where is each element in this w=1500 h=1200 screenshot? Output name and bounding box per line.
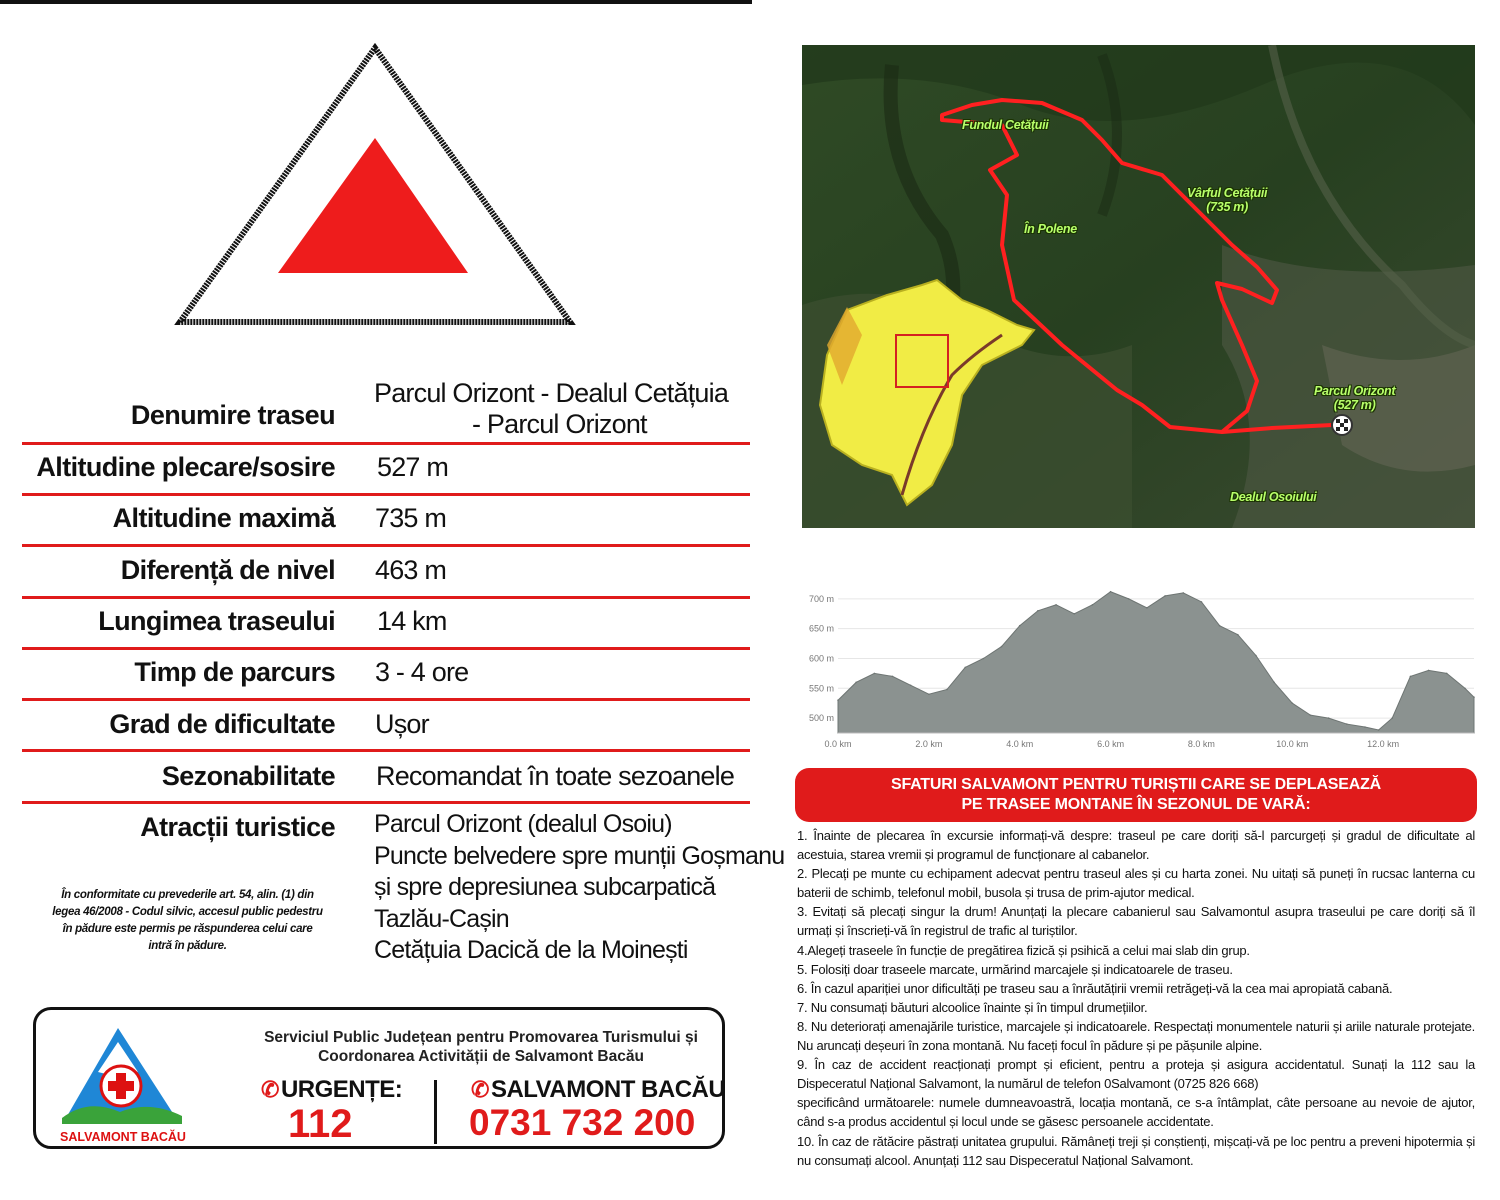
map-label-line: (735 m)	[1206, 200, 1248, 214]
contact-box	[33, 1007, 725, 1149]
y-tick-label: 600 m	[808, 653, 834, 664]
elevation-point	[1310, 714, 1312, 716]
elevation-point	[1055, 604, 1057, 606]
advice-item: 5. Folosiți doar traseele marcate, urmărind marcajele și indicatoarele de traseu.	[797, 961, 1233, 977]
map-label-dealul: Dealul Osoiului	[1230, 490, 1317, 504]
attraction-item: Puncte belvedere spre munții Goșmanu	[374, 842, 785, 870]
elevation-point	[964, 667, 966, 669]
elevation-point	[1146, 607, 1148, 609]
info-value: 3 - 4 ore	[375, 657, 469, 687]
elevation-point	[1346, 723, 1348, 725]
advice-item: specificând următoarele: numele dumneavoastră, locația montană, ce s-a întâmplat, câte persoane au nevoie de ajutor, când s-a produs accidentul și locul unde se găsesc persoanele accidentate.	[797, 1095, 1475, 1130]
advice-list	[797, 826, 1475, 1170]
elevation-point	[1110, 591, 1112, 593]
elevation-point	[983, 658, 985, 660]
row-divider	[22, 596, 750, 599]
satellite-map-image	[802, 45, 1475, 528]
elevation-point	[1201, 601, 1203, 603]
advice-item: 3. Evitați să plecați singur la drum! Anunțați la plecare cabanierul sau Salvamontul asupra traseului pe care doriți să îl urmați și înscrieți-vă în registrul de trafic al turiștilor.	[797, 904, 1475, 939]
row-divider	[22, 493, 750, 496]
map-label-line: Parcul Orizont	[1314, 384, 1396, 398]
info-value: Recomandat în toate sezoanele	[376, 761, 735, 791]
row-divider	[22, 647, 750, 650]
elevation-point	[1092, 604, 1094, 606]
elevation-area	[838, 592, 1474, 733]
elevation-point	[1237, 634, 1239, 636]
map-label-polene: În Polene	[1024, 222, 1077, 236]
row-divider	[22, 749, 750, 752]
advice-title-line: SFATURI SALVAMONT PENTRU TURIȘTII CARE SE DEPLASEAZĂ	[890, 776, 1382, 793]
x-tick-label: 2.0 km	[915, 739, 943, 749]
elevation-point	[928, 693, 930, 695]
trail-marker-red-triangle-icon	[170, 40, 580, 330]
info-value: - Parcul Orizont	[472, 409, 647, 439]
info-label: Diferență de nivel	[120, 555, 335, 585]
x-tick-label: 8.0 km	[1187, 739, 1215, 749]
organization-line: Coordonarea Activității de Salvamont Bacău	[318, 1048, 644, 1065]
elevation-point	[1378, 729, 1380, 731]
row-divider	[22, 801, 750, 804]
y-tick-label: 550 m	[808, 683, 834, 694]
map-label-line: (527 m)	[1333, 398, 1376, 412]
elevation-point	[1328, 717, 1330, 719]
elevation-point	[1019, 625, 1021, 627]
route-map[interactable]	[802, 45, 1475, 528]
info-value: 527 m	[377, 452, 449, 482]
salvamont-logo	[58, 1020, 188, 1144]
attraction-item: Tazlău-Cașin	[374, 905, 509, 933]
salvamont-title	[471, 1076, 725, 1104]
elevation-point	[1219, 625, 1221, 627]
advice-title-line: PE TRASEE MONTANE ÎN SEZONUL DE VARĂ:	[961, 796, 1311, 813]
info-label: Sezonabilitate	[161, 761, 335, 791]
organization-name	[251, 1028, 711, 1066]
elevation-point	[1182, 592, 1184, 594]
elevation-point	[855, 682, 857, 684]
y-tick-label: 650 m	[808, 623, 834, 634]
elevation-point	[1410, 676, 1412, 678]
info-value: Parcul Orizont - Dealul Cetățuia	[374, 378, 729, 408]
row-divider	[22, 698, 750, 701]
x-tick-label: 10.0 km	[1276, 739, 1309, 749]
attraction-item: și spre depresiunea subcarpatică	[374, 873, 716, 901]
y-tick-label: 500 m	[808, 713, 834, 724]
elevation-point	[1446, 673, 1448, 675]
elevation-point	[874, 673, 876, 675]
row-divider	[22, 544, 750, 547]
elevation-point	[1164, 595, 1166, 597]
elevation-point	[1037, 610, 1039, 612]
elevation-point	[1073, 613, 1075, 615]
elevation-point	[946, 689, 948, 691]
urgent-label: URGENȚE:	[280, 1076, 403, 1103]
elevation-profile-chart	[792, 575, 1482, 755]
info-label: Altitudine maximă	[112, 503, 335, 533]
elevation-point	[1001, 646, 1003, 648]
info-value: 463 m	[375, 555, 447, 585]
urgent-number[interactable]: 112	[288, 1102, 353, 1146]
info-label: Denumire traseu	[130, 400, 335, 430]
advice-item: 4.Alegeți traseele în funcție de pregătirea fizică și psihică a celui mai slab din grup.	[797, 942, 1250, 958]
row-divider	[22, 442, 750, 445]
elevation-point	[892, 676, 894, 678]
salvamont-number[interactable]: 0731 732 200	[469, 1102, 696, 1143]
top-border-line	[0, 0, 752, 4]
elevation-point	[1391, 717, 1393, 719]
x-tick-label: 0.0 km	[824, 739, 852, 749]
info-label: Timp de parcurs	[134, 657, 335, 687]
x-tick-label: 4.0 km	[1006, 739, 1034, 749]
map-label-line: Vârful Cetățuii	[1187, 186, 1268, 200]
y-tick-label: 700 m	[808, 593, 834, 604]
x-tick-label: 6.0 km	[1097, 739, 1125, 749]
elevation-point	[837, 699, 839, 701]
info-value: 735 m	[375, 503, 447, 533]
phone-icon: ✆	[471, 1077, 489, 1102]
advice-item: 7. Nu consumați băuturi alcoolice înainte și în timpul drumețiilor.	[797, 999, 1148, 1015]
info-value: 14 km	[377, 606, 447, 636]
elevation-point	[1255, 655, 1257, 657]
map-label-varful	[1187, 186, 1267, 214]
elevation-point	[1273, 682, 1275, 684]
info-value: Ușor	[375, 709, 429, 739]
logo-text: SALVAMONT BACĂU	[60, 1130, 186, 1144]
info-label: Atracții turistice	[140, 812, 335, 842]
advice-item: 8. Nu deteriorați amenajările turistice, marcajele și indicatoarele. Respectați monumentele naturii și ariile naturale protejate. Nu aruncați deșeuri în zona montană. Nu faceți focul în pădure și pe pășunile alpine.	[797, 1018, 1475, 1054]
attraction-item: Cetățuia Dacică de la Moinești	[374, 936, 688, 964]
elevation-point	[1128, 598, 1130, 600]
map-label-fundul: Fundul Cetățuii	[962, 118, 1049, 132]
organization-line: Serviciul Public Județean pentru Promovarea Turismului și	[264, 1029, 698, 1046]
advice-item: 6. În cazul apariției unor dificultăți pe traseu sau a înrăutățirii vremii retrăgeți-vă la cea mai apropiată cabană.	[797, 980, 1393, 996]
info-label: Lungimea traseului	[98, 606, 335, 636]
elevation-point	[1473, 696, 1475, 698]
advice-item: 10. În caz de rătăcire păstrați unitatea grupului. Rămâneți treji și conștienți, mișcați-vă pe loc pentru a preveni hipotermia și nu consumați alcool. Anunțați 112 sau Dispeceratul Național Salvamont.	[797, 1133, 1475, 1168]
info-label: Altitudine plecare/sosire	[36, 452, 335, 482]
urgent-title	[261, 1076, 402, 1104]
attraction-item: Parcul Orizont (dealul Osoiu)	[374, 810, 672, 838]
x-tick-label: 12.0 km	[1367, 739, 1400, 749]
phone-icon: ✆	[261, 1077, 279, 1102]
info-label: Grad de dificultate	[109, 709, 335, 739]
elevation-point	[1464, 687, 1466, 689]
contact-divider	[434, 1080, 437, 1144]
mountain-cross-icon	[58, 1020, 188, 1130]
map-label-parcul	[1314, 384, 1395, 412]
advice-item: 2. Plecați pe munte cu echipament adecvat pentru traseul ales și cu harta zonei. Nu uitați să puneți în rucsac lanterna cu baterii de schimb, telefonul mobil, busola și trusa de prim-ajutor medical.	[797, 866, 1475, 901]
elevation-point	[1428, 670, 1430, 672]
elevation-point	[1364, 726, 1366, 728]
advice-item: 1. Înainte de plecarea în excursie informați-vă despre: traseul pe care doriți să-l parcurgeți și gradul de dificultate al acestuia, starea vremii și programul de funcționare al cabanelor.	[797, 828, 1475, 863]
salvamont-label: SALVAMONT BACĂU	[490, 1076, 726, 1103]
advice-item: 9. În caz de accident reacționați prompt și eficient, pentru a proteja și asigura accidentatul. Sunați la 112 sau la Dispeceratul Național Salvamont, la numărul de telefon 0Salvamont (0725 826 668)	[797, 1057, 1475, 1092]
elevation-point	[1291, 702, 1293, 704]
legal-note: În conformitate cu prevederile art. 54, alin. (1) din legea 46/2008 - Codul silvic, accesul public pedestru în pădure este permis pe răspunderea celui care intră în pădure.	[52, 889, 323, 952]
advice-header	[795, 768, 1477, 822]
elevation-point	[910, 685, 912, 687]
